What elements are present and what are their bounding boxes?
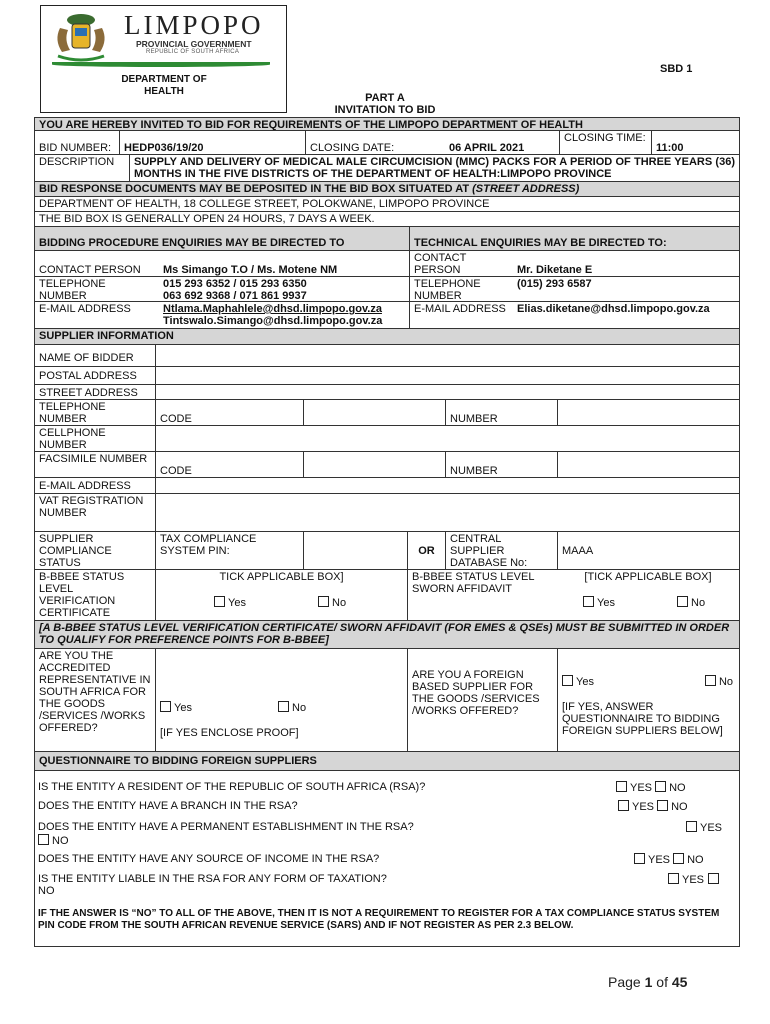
question-4: DOES THE ENTITY HAVE ANY SOURCE OF INCOME IN THE RSA? xyxy=(38,853,380,865)
page-prefix: Page xyxy=(608,974,641,990)
foreign-question: ARE YOU A FOREIGN BASED SUPPLIER FOR THE GOODS /SERVICES /WORKS OFFERED? xyxy=(407,649,557,751)
enclose-proof-note: [IF YES ENCLOSE PROOF] xyxy=(160,727,299,739)
questionnaire-heading: QUESTIONNAIRE TO BIDDING FOREIGN SUPPLIERS xyxy=(39,755,317,767)
proc-email-label: E-MAIL ADDRESS xyxy=(39,303,131,315)
q3-no-label: NO xyxy=(52,835,69,847)
bbbee-affidavit-label: B-BBEE STATUS LEVEL SWORN AFFIDAVIT xyxy=(407,570,557,620)
q3-yes-label: YES xyxy=(700,822,723,834)
proc-email-link-1[interactable]: Ntlama.Maphahlele@dhsd.limpopo.gov.za xyxy=(163,303,382,315)
bbbee-note: [A B-BBEE STATUS LEVEL VERIFICATION CERTIFICATE/ SWORN AFFIDAVIT (FOR EMES & QSEs) MUST BE SUBMITTED IN ORDER TO QUALIFY FOR PREFERENCE POINTS FOR B-BBEE] xyxy=(39,622,730,646)
proc-phone-2: 063 692 9368 / 071 861 9937 xyxy=(163,290,307,301)
closing-time-label: CLOSING TIME: xyxy=(559,131,651,154)
tech-email-value: Elias.diketane@dhsd.limpopo.gov.za xyxy=(517,303,710,315)
tech-phone-value: (015) 293 6587 xyxy=(517,278,592,290)
question-3: DOES THE ENTITY HAVE A PERMANENT ESTABLISHMENT IN THE RSA? xyxy=(38,821,414,833)
closing-time-value: 11:00 xyxy=(651,131,739,154)
q1-no-label: NO xyxy=(669,782,686,794)
question-1: IS THE ENTITY A RESIDENT OF THE REPUBLIC OF SOUTH AFRICA (RSA)? xyxy=(38,781,426,793)
certificate-no-label: No xyxy=(332,597,347,609)
proc-email-2: Tintswalo.Simango@dhsd.limpopo.gov.za xyxy=(163,315,383,327)
q1-yes-label: YES xyxy=(630,782,653,794)
accredited-yes-label: Yes xyxy=(174,702,192,714)
certificate-yes-label: Yes xyxy=(228,597,246,609)
tech-contact-value: Mr. Diketane E xyxy=(517,264,593,276)
facsimile-number-label: NUMBER xyxy=(445,452,557,477)
proc-contact-label: CONTACT PERSON xyxy=(39,264,141,276)
coat-of-arms-icon xyxy=(50,10,112,64)
csd-label: CENTRAL SUPPLIER DATABASE No: xyxy=(445,532,557,569)
department-name: DEPARTMENT OF HEALTH xyxy=(121,74,207,97)
tick-instruction-1: TICK APPLICABLE BOX] xyxy=(219,571,344,583)
facsimile-code-label: CODE xyxy=(155,452,303,477)
foreign-no-label: No xyxy=(718,676,733,688)
telephone-code-label: CODE xyxy=(155,400,303,425)
street-address-label: STREET ADDRESS xyxy=(39,387,138,399)
telephone-number-label: NUMBER xyxy=(445,400,557,425)
procedure-enquiries-heading: BIDDING PROCEDURE ENQUIRIES MAY BE DIRECTED TO xyxy=(35,227,409,250)
supplier-telephone-label: TELEPHONE NUMBER xyxy=(39,401,106,425)
affidavit-no-label: No xyxy=(691,597,706,609)
tech-email-label: E-MAIL ADDRESS xyxy=(409,302,513,328)
q2-no-label: NO xyxy=(671,801,688,813)
compliance-label: SUPPLIER COMPLIANCE STATUS xyxy=(39,533,112,569)
part-title: INVITATION TO BID xyxy=(334,104,436,116)
part-heading xyxy=(300,92,470,116)
description-label: DESCRIPTION xyxy=(39,156,115,168)
proc-phone-label: TELEPHONE NUMBER xyxy=(39,278,106,301)
q4-yes-label: YES xyxy=(648,854,671,866)
bid-number-value: HEDP036/19/20 xyxy=(119,131,305,154)
bid-box-banner-text: BID RESPONSE DOCUMENTS MAY BE DEPOSITED IN THE BID BOX SITUATED AT xyxy=(39,183,470,195)
q5-yes-label: YES xyxy=(682,874,705,886)
accredited-question: ARE YOU THE ACCREDITED REPRESENTATIVE IN SOUTH AFRICA FOR THE GOODS /SERVICES /WORKS OFFERED? xyxy=(39,650,151,734)
tax-pin-label: TAX COMPLIANCE SYSTEM PIN: xyxy=(155,532,303,569)
logo-title: LIMPOPO xyxy=(124,10,264,40)
bidder-name-label: NAME OF BIDDER xyxy=(39,352,134,364)
question-5: IS THE ENTITY LIABLE IN THE RSA FOR ANY FORM OF TAXATION? xyxy=(38,873,387,885)
cellphone-label: CELLPHONE NUMBER xyxy=(39,427,106,451)
bbbee-certificate-label: B-BBEE STATUS LEVEL VERIFICATION CERTIFICATE xyxy=(39,571,125,619)
accredited-no-label: No xyxy=(292,702,307,714)
q5-no-label[interactable]: NO xyxy=(38,885,55,897)
logo-subtitle: PROVINCIAL GOVERNMENT xyxy=(136,39,252,49)
bid-number-label: BID NUMBER: xyxy=(39,142,112,154)
bid-box-banner-em: (STREET ADDRESS) xyxy=(472,183,580,195)
csd-field[interactable]: MAAA xyxy=(557,532,739,569)
foreign-note: [IF YES, ANSWER QUESTIONNAIRE TO BIDDING FOREIGN SUPPLIERS BELOW] xyxy=(562,701,723,737)
foreign-yes-label: Yes xyxy=(576,676,594,688)
questionnaire-footnote: IF THE ANSWER IS “NO” TO ALL OF THE ABOVE, THEN IT IS NOT A REQUIREMENT TO REGISTER FOR A TAX COMPLIANCE STATUS SYSTEM PIN CODE FROM THE SOUTH AFRICAN REVENUE SERVICE (SARS) AND IF NOT REGISTER AS PER 2.3 BELOW. xyxy=(38,908,720,931)
logo-swoosh xyxy=(52,62,270,67)
closing-date-value: 06 APRIL 2021 xyxy=(449,142,525,154)
logo-tagline: REPUBLIC OF SOUTH AFRICA xyxy=(146,49,240,55)
facsimile-label: FACSIMILE NUMBER xyxy=(39,453,148,465)
page-total: 45 xyxy=(671,974,688,990)
technical-enquiries-heading: TECHNICAL ENQUIRIES MAY BE DIRECTED TO: xyxy=(409,227,739,250)
question-2: DOES THE ENTITY HAVE A BRANCH IN THE RSA? xyxy=(38,800,298,812)
proc-phone-1: 015 293 6352 / 015 293 6350 xyxy=(163,278,307,290)
part-label: PART A xyxy=(365,92,405,104)
form-border xyxy=(34,117,740,947)
tech-contact-label: CONTACT PERSON xyxy=(409,251,513,276)
supplier-email-label: E-MAIL ADDRESS xyxy=(39,480,131,492)
closing-date-label: CLOSING DATE: xyxy=(305,131,445,154)
page-indicator xyxy=(608,974,687,990)
q2-yes-label: YES xyxy=(632,801,655,813)
affidavit-yes-label: Yes xyxy=(597,597,615,609)
form-code: SBD 1 xyxy=(660,63,693,75)
proc-contact-value: Ms Simango T.O / Ms. Motene NM xyxy=(163,264,338,276)
supplier-heading: SUPPLIER INFORMATION xyxy=(39,330,174,342)
page-number: 1 xyxy=(644,974,653,990)
bid-box-address: DEPARTMENT OF HEALTH, 18 COLLEGE STREET, POLOKWANE, LIMPOPO PROVINCE xyxy=(39,198,490,210)
bid-box-hours: THE BID BOX IS GENERALLY OPEN 24 HOURS, 7 DAYS A WEEK. xyxy=(39,213,375,225)
postal-address-label: POSTAL ADDRESS xyxy=(39,370,137,382)
page-of: of xyxy=(656,974,668,990)
description-value: SUPPLY AND DELIVERY OF MEDICAL MALE CIRCUMCISION (MMC) PACKS FOR A PERIOD OF THREE YEARS (36) MONTHS IN THE FIVE DISTRICTS OF THE DEPARTMENT OF HEALTH:LIMPOPO PROVINCE xyxy=(129,155,739,181)
vat-label: VAT REGISTRATION NUMBER xyxy=(39,495,144,519)
invitation-banner-text: YOU ARE HEREBY INVITED TO BID FOR REQUIREMENTS OF THE LIMPOPO DEPARTMENT OF HEALTH xyxy=(39,119,583,130)
q4-no-label: NO xyxy=(687,854,704,866)
or-label: OR xyxy=(407,532,445,569)
tick-instruction-2: [TICK APPLICABLE BOX] xyxy=(584,571,712,583)
tech-phone-label: TELEPHONE NUMBER xyxy=(409,277,513,301)
